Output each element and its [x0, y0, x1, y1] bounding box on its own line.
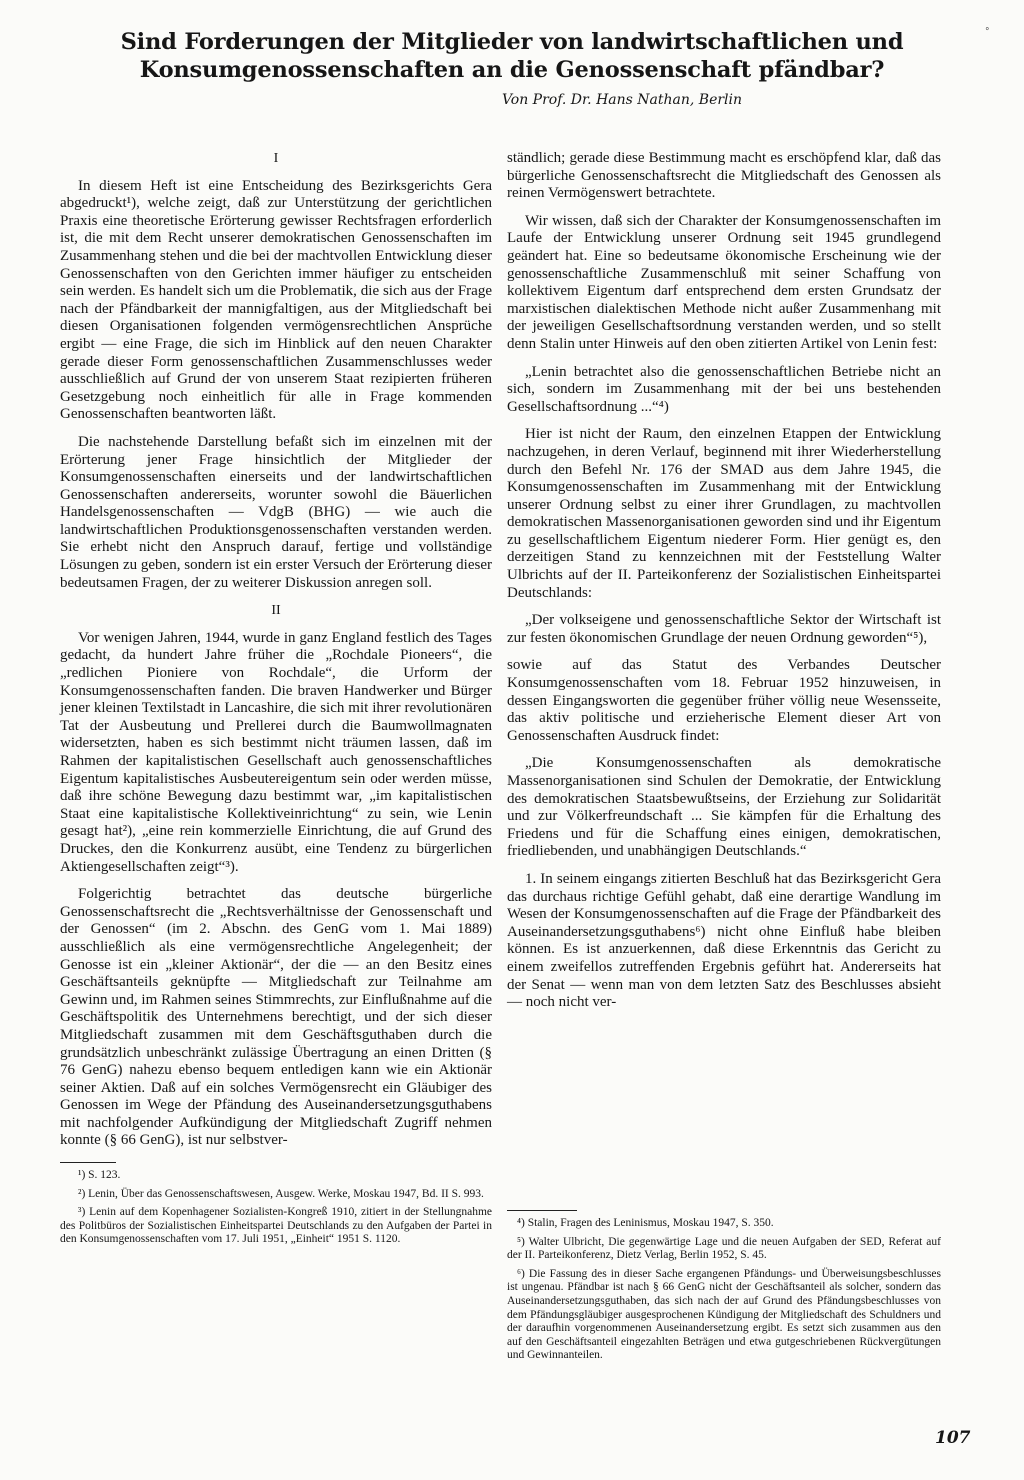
corner-mark: ° — [985, 27, 990, 37]
paragraph: Die nachstehende Darstellung befaßt sich im einzelnen mit der Erörterung jener Frage hinsichtlich der Mitglieder der Konsumgenossenschaften einerseits und der landwirtschaftlichen Genossenschaften andererseits, worunter sowohl die Bäuerlichen Handelsgenossenschaften — VdgB (BHG) — wie auch die landwirtschaftlichen Produktionsgenossenschaften verstanden werden. Sie erhebt nicht den Anspruch darauf, fertige und vollständige Lösungen zu geben, sondern ist ein erster Versuch der Erörterung dieser bedeutsamen Fragen, der zu weiterer Diskussion anregen soll. — [60, 433, 492, 591]
footnote-6: ⁶) Die Fassung des in dieser Sache ergangenen Pfändungs- und Überweisungsbeschlusses ist ungenau. Pfändbar ist nach § 66 GenG nicht der Geschäftsanteil als solcher, sondern das Auseinandersetzungsguthaben, das sich nach der auf Grund des Pfändungsbeschlusses von dem Pfändungsgläubiger ausgesprochenen Kündigung der Mitgliedschaft des Schuldners und der daraufhin vorgenommenen Auseinandersetzung ergibt. Es setzt sich zusammen aus den auf den Geschäftsanteil eingezahlten Beträgen und etwa gutgeschriebenen Rückvergütungen und Gewinnanteilen. — [507, 1267, 941, 1362]
section-heading-1: I — [273, 151, 279, 166]
left-column — [60, 150, 492, 1252]
block-quote: „Der volkseigene und genossenschaftliche Sektor der Wirtschaft ist zur festen ökonomischen Grundlage der neuen Ordnung geworden“⁵), — [507, 612, 941, 646]
paragraph: Hier ist nicht der Raum, den einzelnen Etappen der Entwicklung nachzugehen, in deren Verlauf, beginnend mit ihrer Wiederherstellung durch den Befehl Nr. 176 der SMAD aus dem Jahre 1945, die Konsumgenossenschaften im Zusammenhang mit der Entwicklung unserer Ordnung selbst zu einer ihrer Grundlagen, zu machtvollen demokratischen Massenorganisationen geworden sind und ihr Eigentum zu gesellschaftlichem Eigentum niederer Form. Hier genügt es, den derzeitigen Stand zu kennzeichnen mit der Feststellung Walter Ulbrichts auf der II. Parteikonferenz der Sozialistischen Einheitspartei Deutschlands: — [507, 426, 941, 601]
article-author: Von Prof. Dr. Hans Nathan, Berlin — [501, 92, 743, 108]
paragraph: ständlich; gerade diese Bestimmung macht es erschöpfend klar, daß das bürgerliche Genossenschaftsrecht die Mitgliedschaft des Genossen als reinen Vermögenswert betrachtete. — [507, 150, 941, 202]
paragraph: sowie auf das Statut des Verbandes Deutscher Konsumgenossenschaften vom 18. Februar 1952 hinzuweisen, in dessen Eingangsworten die gegenüber früher völlig neue Wesensseite, das aktiv politische und erzieherische Element dieser Art von Genossenschaften Ausdruck findet: — [507, 657, 941, 744]
footnote-3: ³) Lenin auf dem Kopenhagener Sozialisten-Kongreß 1910, zitiert in der Stellungnahme des Politbüros der Sozialistischen Einheitspartei Deutschlands zu den Aufgaben der Partei in den Konsumgenossenschaften vom 17. Juli 1951, „Einheit“ 1951 S. 1120. — [60, 1206, 492, 1246]
paragraph: Wir wissen, daß sich der Charakter der Konsumgenossenschaften im Laufe der Entwicklung unserer Ordnung seit 1945 grundlegend geändert hat. Eine so bedeutsame ökonomische Erscheinung wie der genossenschaftliche Zusammenschluß mit seiner Schaffung von kollektivem Eigentum darf entsprechend dem ersten Grundsatz der marxistischen dialektischen Methode nicht außer Zusammenhang mit der jeweiligen Gesellschaftsordnung verstanden werden, und so stellt denn Stalin unter Hinweis auf den oben zitierten Artikel von Lenin fest: — [507, 212, 941, 352]
footnote-divider — [60, 1162, 116, 1163]
paragraph: Folgerichtig betrachtet das deutsche bürgerliche Genossenschaftsrecht die „Rechtsverhältnisse der Genossenschaft und der Genossen“ (im 2. Abschn. des GenG vom 1. Mai 1889) ausschließlich als eine vermögensrechtliche Angelegenheit; der Genosse ist ein „kleiner Aktionär“, der die — an den Besitz eines Geschäftsanteils geknüpfte — Mitgliedschaft zur Teilnahme am Gewinn und, im Rahmen seines Stimmrechts, zur Einflußnahme auf die Geschäftspolitik des Unternehmens berechtigt, und der sich dieser Mitgliedschaft zusammen mit dem Geschäftsguthaben durch die grundsätzlich unbeschränkt zulässige Übertragung an einen Dritten (§ 76 GenG) nahezu ebenso bequem entledigen kann wie ein Aktionär seiner Aktien. Daß auf ein solches Vermögensrecht ein Gläubiger des Genossen im Wege der Pfändung des Auseinandersetzungsguthabens mit nachfolgender Aufkündigung der Mitgliedschaft Zugriff nehmen konnte (§ 66 GenG), ist nur selbstver- — [60, 886, 492, 1149]
right-column — [507, 150, 941, 1022]
page-number: 107 — [935, 1428, 971, 1448]
footnote-1: ¹) S. 123. — [78, 1169, 121, 1182]
paragraph: Vor wenigen Jahren, 1944, wurde in ganz England festlich des Tages gedacht, da hundert Jahre früher die „Rochdale Pioneers“, die „redlichen Pioniere von Rochdale“, die Urform der Konsumgenossenschaften fanden. Die braven Handwerker und Bürger jener kleinen Textilstadt in Lancashire, die sich mit ihrer revolutionären Tat der Ausbeutung und Prellerei durch die Baumwollmagnaten widersetzten, haben es sich bestimmt nicht träumen lassen, daß im Rahmen der kapitalistischen Gesellschaft auch genossenschaftliches Eigentum kapitalistisches Ausbeutereigentum sein oder werden müsse, daß ihre schöne Bewegung dazu bestimmt war, „im kapitalistischen Staat eine kapitalistische Kollektiveinrichtung“ zu sein, wie Lenin gesagt hat²), „eine rein kommerzielle Einrichtung, die auf Grund des Druckes, den die Konkurrenz ausübt, eine Tendenz zu bürgerlichen Aktiengesellschaften zeigt“³). — [60, 629, 492, 875]
footnote-5: ⁵) Walter Ulbricht, Die gegenwärtige Lage und die neuen Aufgaben der SED, Referat auf der II. Parteikonferenz, Dietz Verlag, Berlin 1952, S. 45. — [507, 1235, 941, 1262]
block-quote: „Die Konsumgenossenschaften als demokratische Massenorganisationen sind Schulen der Demokratie, der Entwicklung des demokratischen Staatsbewußtseins, der Erziehung zur Solidarität und zur Völkerfreundschaft ... Sie kämpfen für die Erhaltung des Friedens und für die Schaffung eines einigen, demokratischen, friedliebenden, und unabhängigen Deutschlands.“ — [507, 755, 941, 860]
block-quote: „Lenin betrachtet also die genossenschaftlichen Betriebe nicht an sich, sondern im Zusammenhang mit der bei uns bestehenden Gesellschaftsordnung ...“⁴) — [507, 363, 941, 415]
section-heading-2: II — [271, 603, 281, 619]
article-header — [50, 28, 974, 108]
right-footnotes — [507, 1198, 941, 1368]
paragraph: 1. In seinem eingangs zitierten Beschluß hat das Bezirksgericht Gera das durchaus richtige Gefühl gehabt, daß eine derartige Wandlung im Wesen der Konsumgenossenschaften auf die Frage der Pfändbarkeit des Auseinandersetzungsguthabens⁶) nicht ohne Einfluß habe bleiben können. Es ist anzuerkennen, daß diese Erkenntnis das Gericht zu einem zweifellos zutreffenden Ergebnis geführt hat. Andererseits hat der Senat — wenn man von dem letzten Satz des Beschlusses absieht — noch nicht ver- — [507, 870, 941, 1011]
paragraph: In diesem Heft ist eine Entscheidung des Bezirksgerichts Gera abgedruckt¹), welche zeigt, daß zur Unterstützung der gerichtlichen Praxis eine theoretische Erörterung gewisser Rechtsfragen erforderlich ist, die mit dem Recht unserer demokratischen Genossenschaften im Zusammenhang stehen und die bei der machtvollen Entwicklung dieser Genossenschaften von den Gerichten immer häufiger zu entscheiden sein werden. Es handelt sich um die Problematik, die sich aus der Frage nach der Pfändbarkeit der mannigfaltigen, aus der Mitgliedschaft bei diesen Organisationen folgenden vermögensrechtlichen Ansprüche ergibt — eine Frage, die sich im Hinblick auf den neuen Charakter gerade dieser Form genossenschaftlichen Zusammenschlusses weder ausschließlich auf Grund der von unserem Staat rezipierten früheren Gesetzgebung noch einheitlich für alle in Frage kommenden Genossenschaften beantworten läßt. — [60, 177, 492, 423]
article-title: Sind Forderungen der Mitglieder von landwirtschaftlichen und Konsumgenossenschaften an die Genossenschaft pfändbar? — [120, 29, 904, 83]
footnote-2: ²) Lenin, Über das Genossenschaftswesen, Ausgew. Werke, Moskau 1947, Bd. II S. 993. — [78, 1187, 484, 1200]
footnote-4: ⁴) Stalin, Fragen des Leninismus, Moskau 1947, S. 350. — [517, 1217, 774, 1229]
footnote-divider — [507, 1210, 577, 1211]
